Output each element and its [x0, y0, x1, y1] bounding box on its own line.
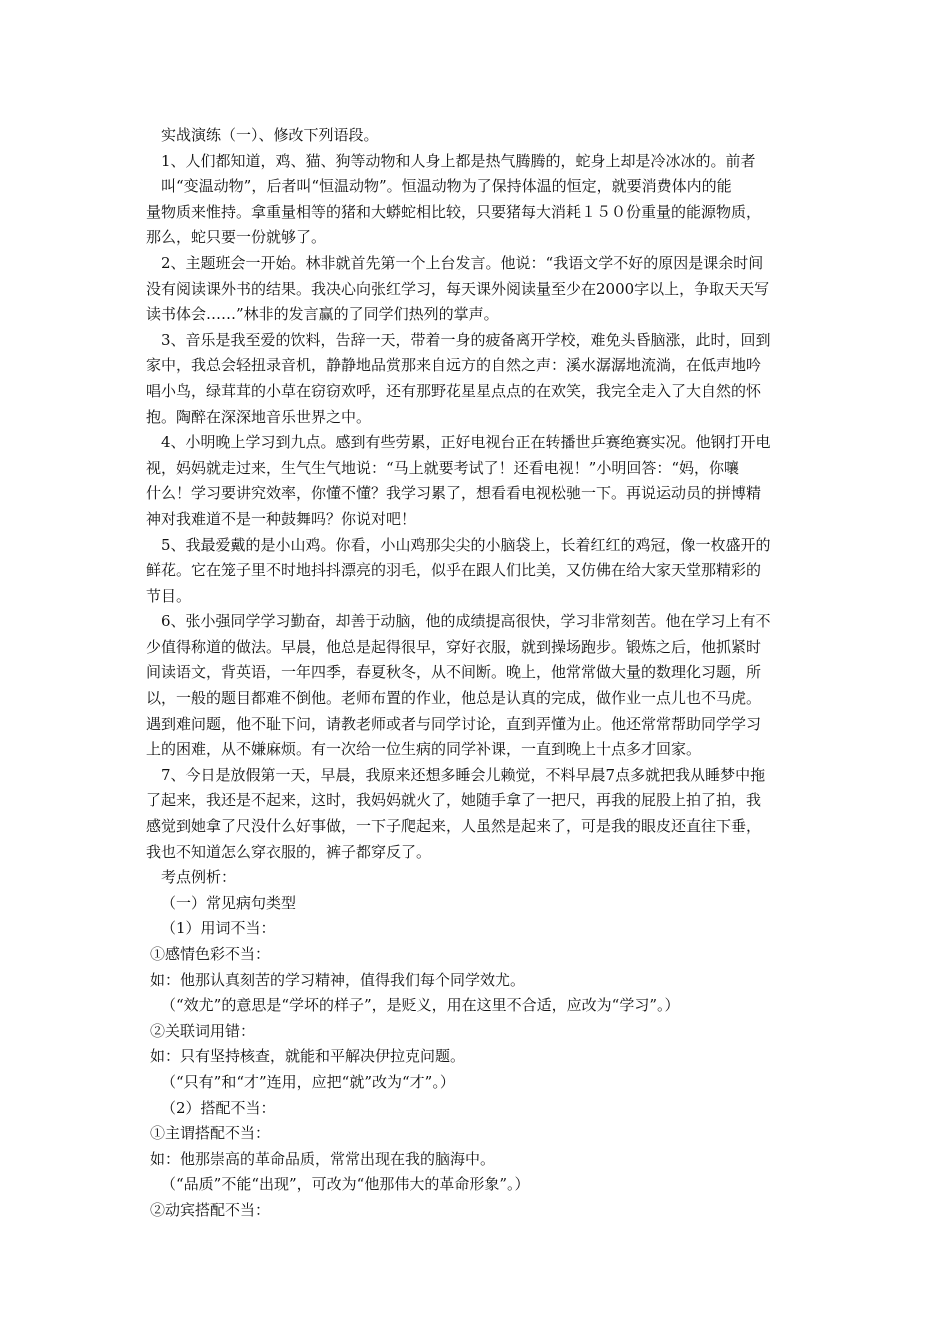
paragraph-line: 2、主题班会一开始。林非就首先第一个上台发言。他说：“我语文学不好的原因是课余时间 — [161, 253, 764, 272]
paragraph-line: 感觉到她拿了尺没什么好事做，一下子爬起来，人虽然是起来了，可是我的眼皮还直往下垂， — [146, 817, 762, 836]
paragraph-line: 少值得称道的做法。早晨，他总是起得很早，穿好衣服，就到操场跑步。锻炼之后，他抓紧时 — [146, 637, 762, 656]
paragraph-line: 间读语文，背英语，一年四季，春夏秋冬，从不间断。晚上，他常常做大量的数理化习题，所 — [146, 663, 762, 682]
paragraph-line: 节目。 — [146, 586, 192, 605]
paragraph-line: 以，一般的题目都难不倒他。老师布置的作业，他总是认真的完成，做作业一点儿也不马虎。 — [146, 689, 762, 708]
note-line: （“只有”和“才”连用，应把“就”改为“才”。） — [161, 1072, 455, 1091]
paragraph-line: 叫“变温动物”，后者叫“恒温动物”。恒温动物为了保持体温的恒定，就要消费体内的能 — [161, 177, 732, 196]
subsection-heading: （1）用词不当： — [161, 919, 276, 938]
paragraph-line: 3、音乐是我至爱的饮料，告辞一天，带着一身的疲备离开学校，难免头昏脑涨，此时，回到 — [161, 330, 771, 349]
paragraph-line: 了起来，我还是不起来，这时，我妈妈就火了，她随手拿了一把尺，再我的屁股上拍了拍，我 — [146, 791, 762, 810]
paragraph-line: 鲜花。它在笼子里不时地抖抖漂亮的羽毛，似乎在跟人们比美，又仿佛在给大家天堂那精彩的 — [146, 561, 762, 580]
list-item: ①感情色彩不当： — [150, 945, 271, 963]
paragraph-line: 4、小明晚上学习到九点。感到有些劳累，正好电视台正在转播世乒赛绝赛实况。他钢打开电 — [161, 433, 771, 452]
section-heading: 考点例析： — [161, 868, 237, 887]
section-heading: 实战演练（一）、修改下列语段。 — [161, 126, 379, 144]
example-line: 如：他那认真刻苦的学习精神，值得我们每个同学效尤。 — [150, 970, 526, 989]
paragraph-line: 抱。陶醉在深深地音乐世界之中。 — [146, 407, 372, 426]
list-item: ①主谓搭配不当： — [150, 1124, 271, 1143]
paragraph-line: 神对我难道不是一种鼓舞吗？你说对吧！ — [146, 509, 417, 528]
list-item: ②关联词用错： — [150, 1021, 256, 1040]
subsection-heading: （一）常见病句类型 — [161, 893, 297, 912]
paragraph-line: 读书体会……”林非的发言赢的了同学们热列的掌声。 — [146, 305, 499, 324]
example-line: 如：他那崇高的革命品质，常常出现在我的脑海中。 — [150, 1149, 496, 1168]
paragraph-line: 7、今日是放假第一天，早晨，我原来还想多睡会儿赖觉，不料早晨7点多就把我从睡梦中拖 — [161, 765, 766, 784]
paragraph-line: 6、张小强同学学习勤奋，却善于动脑，他的成绩提高很快，学习非常刻苦。他在学习上有不 — [161, 612, 771, 631]
paragraph-line: 1、人们都知道，鸡、猫、狗等动物和人身上都是热气腾腾的，蛇身上却是冷冰冰的。前者 — [161, 151, 756, 170]
note-line: （“效尤”的意思是“学坏的样子”，是贬义，用在这里不合适，应改为“学习”。） — [161, 996, 680, 1015]
example-line: 如：只有坚持核查，就能和平解决伊拉克问题。 — [150, 1047, 466, 1066]
paragraph-line: 什么！学习要讲究效率，你懂不懂？我学习累了，想看看电视松驰一下。再说运动员的拼博精 — [146, 484, 762, 503]
paragraph-line: 我也不知道怎么穿衣服的，裤子都穿反了。 — [146, 842, 432, 861]
paragraph-line: 5、我最爱戴的是小山鸡。你看，小山鸡那尖尖的小脑袋上，长着红红的鸡冠，像一枚盛开的 — [161, 535, 771, 554]
paragraph-line: 量物质来惟持。拿重量相等的猪和大蟒蛇相比较，只要猪每大消耗１５０份重量的能源物质， — [146, 202, 762, 221]
paragraph-line: 上的困难，从不嫌麻烦。有一次给一位生病的同学补课，一直到晚上十点多才回家。 — [146, 740, 702, 759]
note-line: （“品质”不能“出现”，可改为“他那伟大的革命形象”。） — [161, 1175, 530, 1194]
paragraph-line: 唱小鸟，绿茸茸的小草在窃窃欢呼，还有那野花星星点点的在欢笑，我完全走入了大自然的怀 — [146, 381, 762, 400]
paragraph-line: 视，妈妈就走过来，生气生气地说：“马上就要考试了！还看电视！”小明回答：“妈，你嚷 — [146, 458, 740, 477]
paragraph-line: 家中，我总会轻扭录音机，静静地品赏那来自远方的自然之声：溪水潺潺地流淌，在低声地吟 — [146, 356, 762, 375]
paragraph-line: 没有阅读课外书的结果。我决心向张红学习，每天课外阅读量至少在2000字以上，争取天天写 — [146, 279, 770, 298]
subsection-heading: （2）搭配不当： — [161, 1098, 276, 1117]
list-item: ②动宾搭配不当： — [150, 1200, 271, 1219]
paragraph-line: 遇到难问题，他不耻下问，请教老师或者与同学讨论，直到弄懂为止。他还常常帮助同学学习 — [146, 714, 762, 733]
paragraph-line: 那么，蛇只要一份就够了。 — [146, 228, 327, 247]
document-body — [146, 123, 806, 1224]
